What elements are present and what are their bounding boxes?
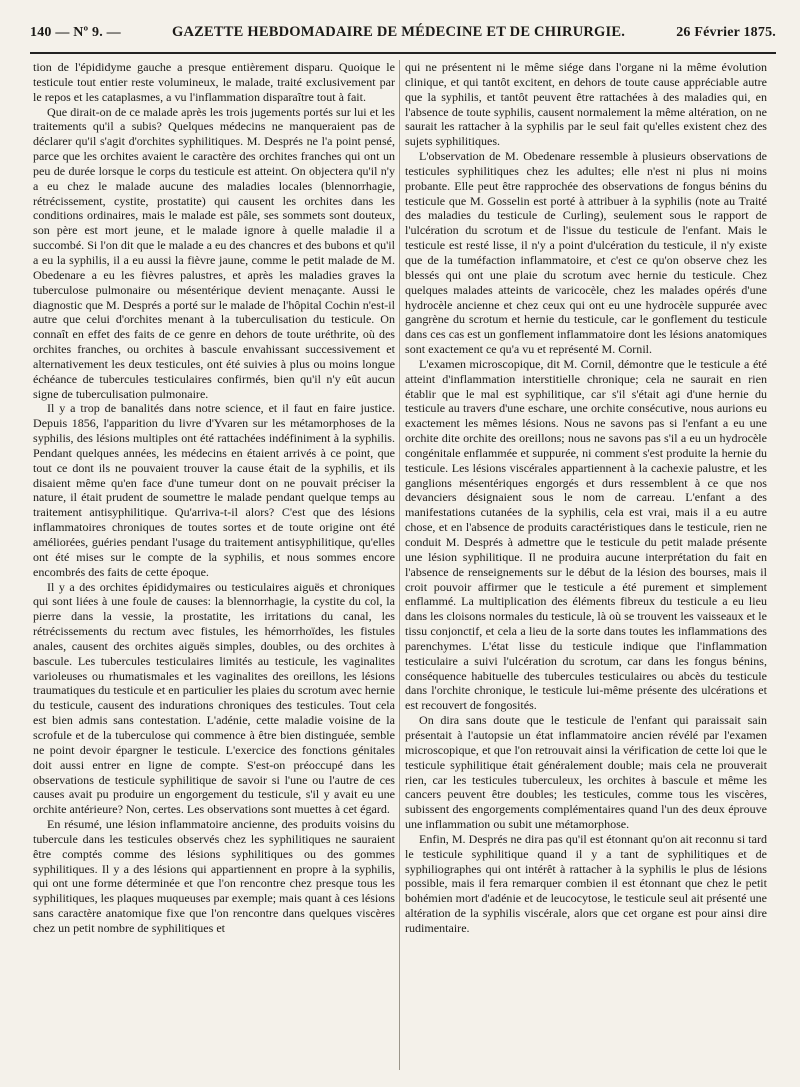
page-number-and-issue — [30, 25, 121, 41]
page-number: 140 — [30, 25, 52, 40]
column-divider — [399, 60, 400, 1070]
paragraph: Il y a des orchites épididymaires ou testiculaires aiguës et chroniques qui sont liées à une foule de causes: la blennorrhagie, la cystite du col, la pierre dans la vessie, la prostatite, les irritations du canal, les rétrécissements du rectum avec fistules, les hémorrhoïdes, les fistules anales, causent des orchites aiguës simples, doubles, ou des orchites à bascule. Les tubercules testiculaires limités au testicule, les vaginalites varioleuses ou rhumatismales et les vaginalites des oreillons, les lésions traumatiques du testicule et en particulier les plaies du scrotum avec hernie du testicule, causent des indurations chroniques des testicules. Tout cela est bien admis sans contestation. L'adénie, cette maladie voisine de la scrofule et de la tuberculose qui commence à être bien distinguée, semble ne point devoir épargner le testicule. L'exercice des fonctions génitales doit aussi entrer en ligne de compte. S'est-on préoccupé dans les observations de testicule syphilitique de savoir si l'une ou l'autre de ces causes avait pu produire un engorgement du testicule, s'il y avait eu une orchite antérieure? Non, certes. Les observations sont muettes à cet égard. — [33, 579, 395, 817]
paragraph: Il y a trop de banalités dans notre science, et il faut en faire justice. Depuis 1856, l'apparition du livre d'Yvaren sur les métamorphoses de la syphilis, des lésions multiples ont été rattachées indéfiniment à la syphilis. Pendant quelques années, les médecins en étaient arrivés à ce point, que tout ce dont ils ne pouvaient trouver la cause était de la syphilis, et ils disaient même qu'en face d'une tumeur dont on ne pouvait préciser la nature, il était prudent de soumettre le malade pendant quelque temps au traitement antisyphilitique. Qu'arriva-t-il alors? C'est que des lésions inflammatoires chroniques de toutes sortes et de toute origine ont été améliorées, guéries pendant l'usage du traitement antisyphilitique, qu'elles ont été mises sur le compte de la syphilis, et nous sommes encore encombrés des faits de cette époque. — [33, 401, 395, 579]
right-column — [405, 60, 767, 1075]
paragraph: On dira sans doute que le testicule de l'enfant qui paraissait sain présentait à l'autopsie un état inflammatoire ancien révélé par l'examen microscopique, et que l'on retrouvait ainsi la vérification de cette loi que le testicule syphilitique était généralement double; mais cela ne prouverait rien, car les testicules tuberculeux, les orchites à bascule et même les cancers peuvent être doubles; les testicules, comme tous les viscères, subissent des engorgements complémentaires quand l'un des deux éprouve une inflammation ou subit une métamorphose. — [405, 713, 767, 832]
journal-title: GAZETTE HEBDOMADAIRE DE MÉDECINE ET DE CHIRURGIE. — [172, 24, 626, 40]
paragraph: L'observation de M. Obedenare ressemble à plusieurs observations de testicules syphilitiques chez les adultes; elle n'est ni plus ni moins probante. Elle peut être rapprochée des observations de fongus bénins du testicule que M. Gosselin est porté à attribuer à la syphilis (note au Traité des maladies du testicule de Curling), seulement sous le rapport de l'ulcération du scrotum et de l'issue du testicule de l'enfant. Mais le testicule est resté lisse, il n'y a point d'ulcération du testicule, il n'y existe que de la tuméfaction inflammatoire, et c'est ce qu'on observe chez les blessés qui ont une plaie du scrotum avec hernie du testicule. Chez quelques malades atteints de varicocèle, chez les malades opérés d'une hydrocèle ancienne et chez ceux qui ont eu une hydrocèle suppurée avec gangrène du scrotum et hernie du testicule, car le gonflement du testicule dans ces cas est un gonflement inflammatoire dont les lésions anatomiques sont exactement ce qu'a vu et représenté M. Cornil. — [405, 149, 767, 357]
paragraph: qui ne présentent ni le même siége dans l'organe ni la même évolution clinique, et qui tantôt excitent, en dehors de toute cause appréciable autre que la syphilis, et tantôt peuvent être rattachées à des maladies qui, en l'absence de toute syphilis, causent normalement la même altération, on ne saurait les rattacher à la syphilis par le seul fait qu'elles existent chez des sujets syphilitiques. — [405, 60, 767, 149]
paragraph: Que dirait-on de ce malade après les trois jugements portés sur lui et les traitements qu'il a subis? Quelques médecins ne manqueraient pas de déclarer qu'il s'agit d'orchites syphilitiques. M. Després ne l'a point pensé, parce que les orchites avaient le caractère des orchites franches qui ont un peu de durée lorsque le corps du testicule est atteint. On objectera qu'il n'y a eu chez le malade aucune des maladies locales (blennorrhagie, rétrécissement, cystite, prostatite) qui causent les orchites dans les conditions ordinaires, mais le malade est pâle, ses sommets sont douteux, son père est mort jeune, et le malade ignore à quelle maladie il a succombé. Si l'on dit que le malade a eu des chancres et des bubons et qu'il a eu la syphilis, il a eu aussi la fièvre jaune, comme le petit malade de M. Obedenare a eu les fièvres palustres, et après les maladies graves la tuberculose pulmonaire ou mésentérique devient menaçante. Aussi le diagnostic que M. Després a porté sur le malade de l'hôpital Cochin n'est-il autre que celui d'orchites menant à la tuberculisation du testicule. On connaît en effet des faits de ce genre en dehors de toute uréthrite, où des orchites franches, ou orchites à bascule envahissant successivement et alternativement les deux testicules, ont été suivies à plus ou moins longue échéance de tubercules testiculaires confirmés, bien qu'il n'y eût aucun signe de tuberculisation pulmonaire. — [33, 104, 395, 401]
paragraph: tion de l'épididyme gauche a presque entièrement disparu. Quoique le testicule tout entier reste volumineux, le malade, traité exclusivement par le repos et les cataplasmes, a vu l'inflammation disparaître tout à fait. — [33, 60, 395, 104]
paragraph: En résumé, une lésion inflammatoire ancienne, des produits voisins du tubercule dans les testicules observés chez les syphilitiques ne sauraient être comptés comme des lésions syphilitiques ou des gommes syphilitiques. Il y a des lésions qui appartiennent en propre à la syphilis, qui ont une forme déterminée et que l'on rencontre chez presque tous les syphilitiques, les plaques muqueuses par exemple; mais quant à ces lésions sans caractère anatomique fixe que l'on rencontre dans quelques viscères chez un petit nombre de syphilitiques et — [33, 817, 395, 935]
paragraph: Enfin, M. Després ne dira pas qu'il est étonnant qu'on ait reconnu si tard le testicule syphilitique quand il y a tant de syphilitiques et de syphiliographes qui ont intérêt à rattacher à la syphilis le plus de lésions possible, mais il fera remarquer combien il est étonnant que chez le petit bohémien mort d'adénie et de leucocytose, le testicule seul ait présenté une altération de la syphilis viscérale, alors que cet organe est pour ainsi dire rudimentaire. — [405, 831, 767, 935]
issue-number: — Nº 9. — — [55, 25, 121, 40]
issue-date: 26 Février 1875. — [676, 25, 776, 40]
page-header — [30, 24, 776, 48]
paragraph: L'examen microscopique, dit M. Cornil, démontre que le testicule a été atteint d'inflammation interstitielle chronique; cela ne saurait en rien établir que le mal est syphilitique, car s'il s'était agi d'une hernie du testicule au travers d'une eschare, une orchite consécutive, nous aurions eu exactement les mêmes lésions. Nous ne savons pas si l'enfant a eu une orchite dite orchite des oreillons; nous ne savons pas s'il a eu un hydrocèle congénitale enflammée et suppurée, ni comment s'est produite la hernie du testicule. Les lésions viscérales appartiennent à la cachexie palustre, et les ganglions mésentériques engorgés et durs ressemblent à ce que nos devanciers désignaient sous le nom de carreau. L'enfant a des manifestations cutanées de la syphilis, cela est vrai, mais il a eu autre chose, et en l'absence de produits caractéristiques dans le testicule, rien ne conduit M. Després à admettre que le testicule du petit malade présente une lésion syphilitique. Il ne produira aucune interprétation du fait en l'absence de renseignements sur le début de la lésion des bourses, mais il croit pouvoir affirmer que le testicule a été purement et simplement enflammé. La multiplication des éléments fibreux du testicule a eu lieu dans les cloisons normales du testicule, là où se trouvent les vaisseaux et le tissu conjonctif, et cela a lieu de la sorte dans toutes les inflammations des parenchymes. L'état lisse du testicule indique que l'inflammation testiculaire a suivi l'ulcération du scrotum, car dans les fongus bénins, conséquence habituelle des tubercules testiculaires ou abcès du testicule dans l'orchite chronique, le testicule lui-même présente des ulcérations et est recouvert de fongosités. — [405, 356, 767, 713]
header-rule — [30, 52, 776, 54]
left-column — [33, 60, 395, 1075]
